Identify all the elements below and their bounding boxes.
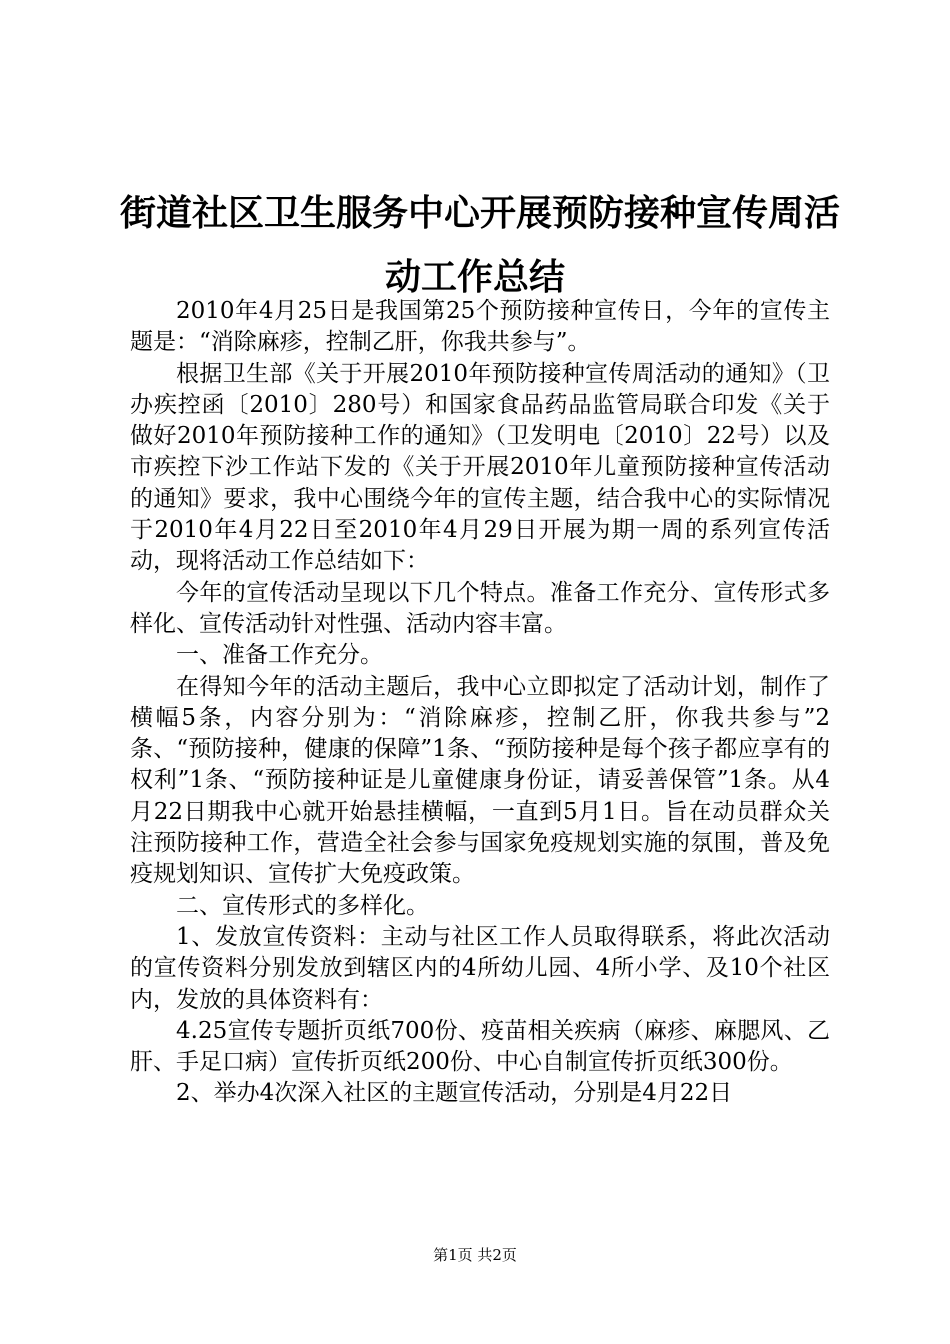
paragraph: 1、发放宣传资料：主动与社区工作人员取得联系，将此次活动的宣传资料分别发放到辖区内的4所幼儿园、4所小学、及10个社区内，发放的具体资料有： <box>130 923 830 1013</box>
paragraph: 今年的宣传活动呈现以下几个特点。准备工作充分、宣传形式多样化、宣传活动针对性强、活动内容丰富。 <box>130 579 830 637</box>
page-footer: 第1页 共2页 <box>433 1246 517 1264</box>
paragraph: 2010年4月25日是我国第25个预防接种宣传日，今年的宣传主题是：“消除麻疹，控制乙肝，你我共参与”。 <box>130 298 830 356</box>
title-line-1: 街道社区卫生服务中心开展预防接种宣传周活 <box>120 193 841 234</box>
paragraph: 根据卫生部《关于开展2010年预防接种宣传周活动的通知》（卫办疾控函〔2010〕280号）和国家食品药品监管局联合印发《关于做好2010年预防接种工作的通知》（卫发明电〔2010〕22号）以及市疾控下沙工作站下发的《关于开展2010年儿童预防接种宣传活动的通知》要求，我中心围绕今年的宣传主题，结合我中心的实际情况于2010年4月22日至2010年4月29日开展为期一周的系列宣传活动，现将活动工作总结如下： <box>130 360 830 575</box>
paragraph: 4.25宣传专题折页纸700份、疫苗相关疾病（麻疹、麻腮风、乙肝、手足口病）宣传折页纸200份、中心自制宣传折页纸300份。 <box>130 1017 830 1076</box>
document-title <box>120 182 841 310</box>
title-line-2: 动工作总结 <box>384 257 565 298</box>
section-heading: 一、准备工作充分。 <box>176 642 383 669</box>
document-body <box>130 296 830 1110</box>
paragraph: 在得知今年的活动主题后，我中心立即拟定了活动计划，制作了横幅5条，内容分别为：“消除麻疹，控制乙肝，你我共参与”2条、“预防接种，健康的保障”1条、“预防接种是每个孩子都应享有的权利”1条、“预防接种证是儿童健康身份证，请妥善保管”1条。从4月22日期我中心就开始悬挂横幅，一直到5月1日。旨在动员群众关注预防接种工作，营造全社会参与国家免疫规划实施的氛围，普及免疫规划知识、宣传扩大免疫政策。 <box>130 673 830 888</box>
section-heading: 二、宣传形式的多样化。 <box>176 892 429 919</box>
paragraph: 2、举办4次深入社区的主题宣传活动，分别是4月22日 <box>176 1080 733 1107</box>
